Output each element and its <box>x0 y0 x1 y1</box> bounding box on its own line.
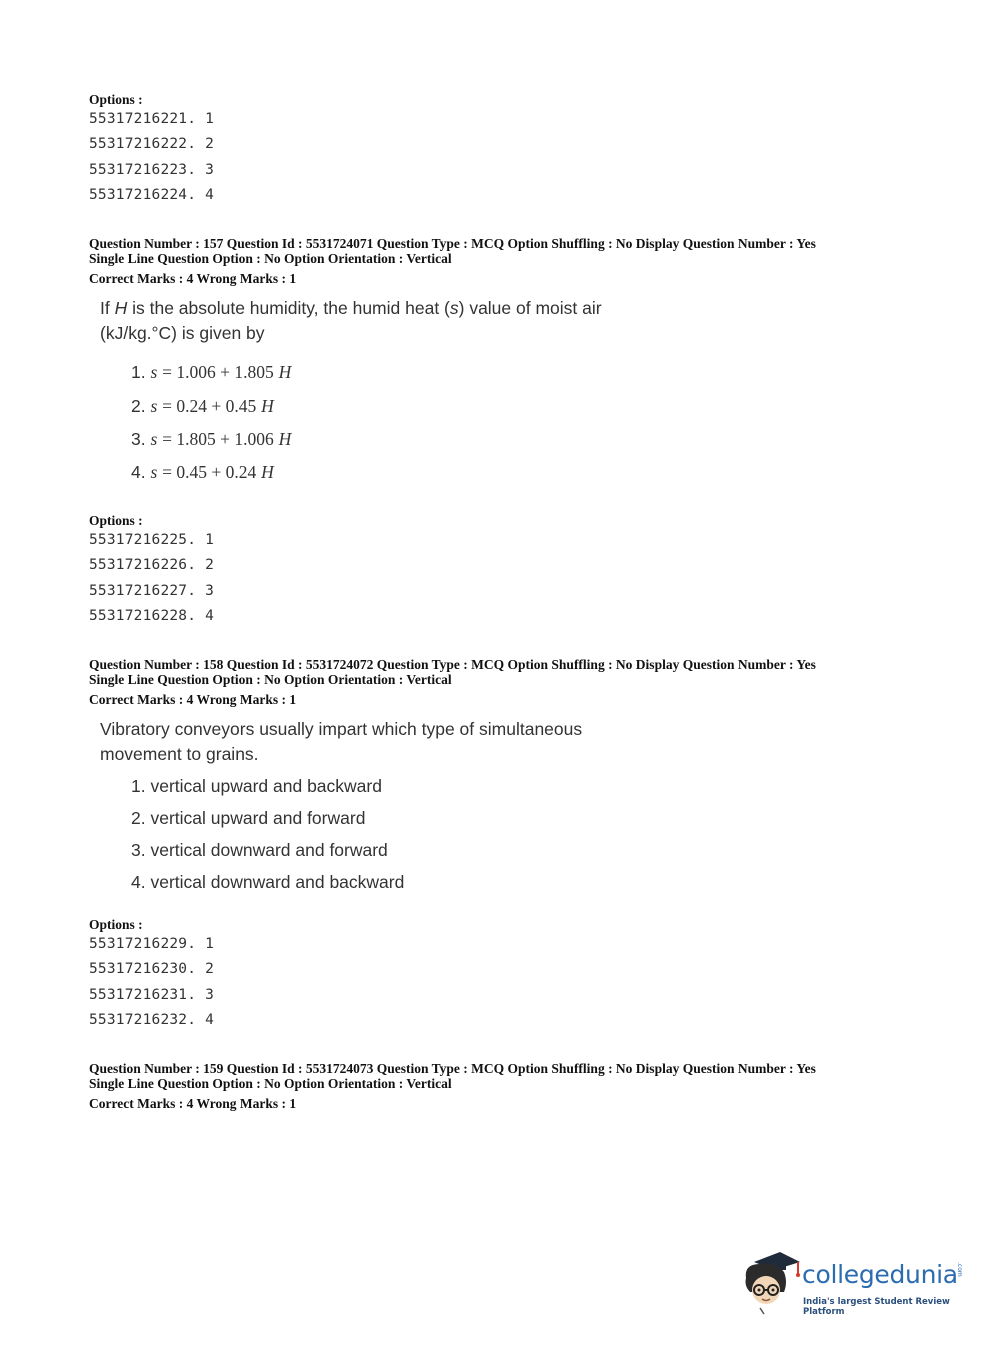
logo-wordmark: collegedunia <box>802 1260 958 1289</box>
options-label: Options : <box>89 513 143 528</box>
logo-tagline: India's largest Student Review Platform <box>803 1297 950 1317</box>
question-marks: Correct Marks : 4 Wrong Marks : 1 <box>89 271 297 286</box>
math-variable: H <box>278 362 292 382</box>
math-variable: H <box>261 396 274 416</box>
text-fragment: is the absolute humidity, the humid heat ( <box>127 298 450 318</box>
math-expression: = 1.805 + 1.006 <box>162 429 274 449</box>
options-label: Options : <box>89 917 143 932</box>
option-line: 55317216221. 1 <box>89 111 215 127</box>
mascot-icon <box>740 1248 802 1318</box>
question-meta-orientation: Single Line Question Option : No Option Orientation : Vertical <box>89 1076 452 1091</box>
math-variable: s <box>150 396 158 416</box>
math-variable: s <box>150 362 158 382</box>
option-line: 55317216229. 1 <box>89 936 215 952</box>
math-variable: s <box>150 462 158 482</box>
question-meta-orientation: Single Line Question Option : No Option Orientation : Vertical <box>89 672 452 687</box>
answer-choice: 2. vertical upward and forward <box>131 808 366 828</box>
option-line: 55317216224. 4 <box>89 187 215 203</box>
choice-number: 4. <box>131 462 146 482</box>
math-expression: = 0.45 + 0.24 <box>162 462 257 482</box>
answer-choice <box>131 462 274 482</box>
math-variable: s <box>150 429 158 449</box>
choice-number: 3. <box>131 429 146 449</box>
math-variable: s <box>449 298 459 318</box>
logo-dotcom: .com <box>956 1262 963 1277</box>
math-variable: H <box>114 298 128 318</box>
question-marks: Correct Marks : 4 Wrong Marks : 1 <box>89 692 297 707</box>
option-line: 55317216225. 1 <box>89 532 215 548</box>
answer-choice: 3. vertical downward and forward <box>131 840 388 860</box>
math-variable: H <box>278 429 292 449</box>
question-meta: Question Number : 159 Question Id : 5531724073 Question Type : MCQ Option Shuffling : No Display Question Number : Yes <box>89 1061 816 1076</box>
text-fragment: If <box>100 298 115 318</box>
answer-choice: 1. vertical upward and backward <box>131 776 382 796</box>
answer-choice <box>131 429 291 449</box>
collegedunia-logo <box>740 1248 970 1320</box>
question-text-line2: movement to grains. <box>100 744 259 764</box>
option-line: 55317216230. 2 <box>89 961 215 977</box>
answer-choice: 4. vertical downward and backward <box>131 872 405 892</box>
answer-choice <box>131 396 274 416</box>
text-fragment: ) value of moist air <box>458 298 602 318</box>
option-line: 55317216227. 3 <box>89 583 215 599</box>
math-expression: = 0.24 + 0.45 <box>162 396 257 416</box>
options-label: Options : <box>89 92 143 107</box>
question-text <box>100 296 602 321</box>
choice-number: 2. <box>131 396 146 416</box>
math-variable: H <box>261 462 274 482</box>
question-text: Vibratory conveyors usually impart which type of simultaneous <box>100 719 583 739</box>
option-line: 55317216232. 4 <box>89 1012 215 1028</box>
math-expression: = 1.006 + 1.805 <box>162 362 274 382</box>
option-line: 55317216231. 3 <box>89 987 215 1003</box>
question-meta: Question Number : 158 Question Id : 5531724072 Question Type : MCQ Option Shuffling : No Display Question Number : Yes <box>89 657 816 672</box>
choice-number: 1. <box>131 362 146 382</box>
option-line: 55317216222. 2 <box>89 136 215 152</box>
option-line: 55317216228. 4 <box>89 608 215 624</box>
option-line: 55317216223. 3 <box>89 162 215 178</box>
question-marks: Correct Marks : 4 Wrong Marks : 1 <box>89 1096 297 1111</box>
question-meta: Question Number : 157 Question Id : 5531724071 Question Type : MCQ Option Shuffling : No Display Question Number : Yes <box>89 236 816 251</box>
option-line: 55317216226. 2 <box>89 557 215 573</box>
question-meta-orientation: Single Line Question Option : No Option Orientation : Vertical <box>89 251 452 266</box>
question-text-line2: (kJ/kg.°C) is given by <box>100 323 265 343</box>
answer-choice <box>131 362 291 382</box>
